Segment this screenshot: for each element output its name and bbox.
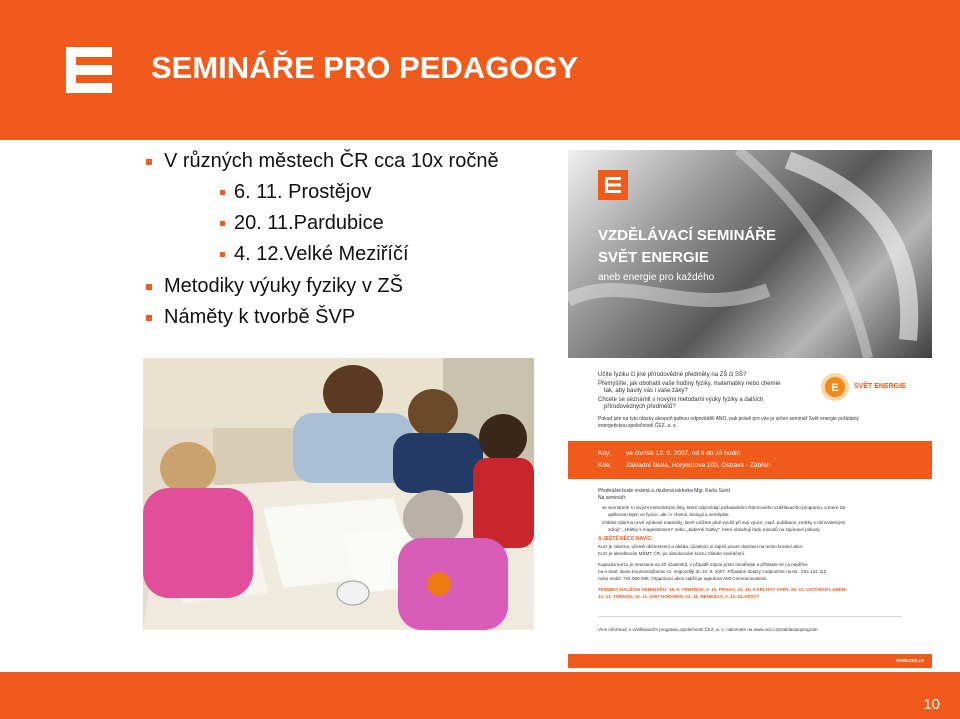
- bullet-sub-3: 4. 12.Velké Meziříčí: [234, 243, 409, 265]
- where-value: Základní škola, Horymírova 100, Ostrava - Zábřeh: [626, 462, 771, 469]
- when-label: Kdy:: [598, 450, 612, 457]
- poster-dates-heading: TERMÍNY DALŠÍCH SEMINÁŘŮ: 18. 9. TRUTNOV, 3. 10. PRAHA, 23. 10. KARLOVY VARY, 26. 10. ÚSTÍ NAD LABEM,: [598, 587, 847, 592]
- page-number: 10: [923, 696, 940, 713]
- poster-extra: nebo mobil: 724 066 055. Organizaci akce zajišťuje agentura AMI Communications.: [598, 576, 768, 581]
- footer-band: [0, 672, 960, 719]
- poster-footer-band: [568, 654, 932, 668]
- slide-title: SEMINÁŘE PRO PEDAGOGY: [151, 50, 579, 85]
- bullet-marker-icon: [146, 315, 152, 321]
- bullet-marker-icon: [220, 252, 225, 257]
- poster-dates: 12. 11. TURNOV, 16. 11. 2007 HODONÍN, 22. 11. BENEŠOV, 3. 12. KLATOVY: [598, 594, 760, 599]
- bullet-main-1: V různých městech ČR cca 10x ročně: [164, 150, 499, 172]
- bullet-marker-icon: [220, 221, 225, 226]
- svet-energie-badge: [820, 372, 906, 407]
- poster-question: tak, aby bavily vás i vaše žáky?: [604, 388, 688, 394]
- header-band: [0, 0, 960, 140]
- svg-text:E: E: [831, 382, 839, 394]
- poster-detail: Na semináři:: [598, 495, 627, 501]
- poster-invite: Pokud jste na tyto otázky alespoň jednou odpověděli ANO, pak právě pro vás je určen seminář Svět energie pořádaný: [598, 416, 859, 422]
- poster-detail: zdroji", „Hrátky s magnetismem" nebo „Jaderné hrátky", které obsahují řadu návodů na zajímavé pokusy.: [608, 527, 821, 532]
- poster-title-line-2: SVĚT ENERGIE: [598, 249, 709, 266]
- poster-extra: Kapacita kurzu je omezena na 20 účastníků, v případě zájmu proto neváhejte a přihlaste se co nejdříve: [598, 562, 808, 567]
- poster-header-image: [568, 150, 932, 358]
- badge-label: SVĚT ENERGIE: [854, 383, 906, 390]
- poster-detail: aplikovat nejen ve fyzice, ale i v chemii, biologii a zeměpise.: [608, 512, 730, 517]
- bullet-marker-icon: [146, 284, 152, 290]
- poster-title-line-1: VZDĚLÁVACÍ SEMINÁŘE: [598, 227, 777, 244]
- poster-question: přírodovědných předmětů?: [604, 404, 676, 410]
- poster-question: Chcete se seznámit s novými metodami výuky fyziky a dalších: [598, 397, 764, 403]
- poster-extra-heading: A JEŠTĚ NĚCO NAVÍC:: [598, 536, 653, 542]
- poster-detail: Přednášet bude známá a zkušená lektorka Mgr. Karla Suntí: [598, 488, 731, 494]
- poster-invite: energetickou společností ČEZ, a. s.: [598, 423, 677, 429]
- poster-detail: se seznámíte s novými metodickými listy, které odpovídají požadavkům Rámcového vzdělávacího programu, a které lze: [602, 505, 846, 510]
- poster-detail: získáte zdarma nové výukové materiály, které můžete plně využít při své výuce, např. publikace „Hrátky s obnovitelnými: [602, 520, 846, 525]
- bullet-marker-icon: [220, 190, 225, 195]
- poster-extra: Kurz je akreditován MŠMT ČR, po absolvování kurzu získáte osvědčení.: [598, 551, 746, 556]
- bullet-sub-1: 6. 11. Prostějov: [234, 181, 372, 203]
- poster-logo-icon: [598, 170, 628, 200]
- when-value: ve čtvrtek 13. 9. 2007, od 9 do 16 hodin: [626, 450, 741, 457]
- bullet-main-2: Metodiky výuky fyziky v ZŠ: [164, 275, 403, 297]
- poster-subtitle: aneb energie pro každého: [598, 272, 715, 283]
- seminar-photo: [143, 358, 534, 630]
- seminar-poster: [568, 150, 932, 668]
- poster-extra: na e-mail: danie.boumova@amic.cz, nejpozději do 10. 9. 2007. Případné dotazy zodpovíme na tel.: 234 124 112: [598, 569, 827, 574]
- energy-badge-icon: [820, 372, 850, 402]
- where-label: Kde:: [598, 462, 612, 469]
- poster-extra: Kurz je zdarma, včetně občerstvení a oběda, účastníci si zajistí pouze dopravu na místo konání akce: [598, 544, 803, 549]
- poster-question: Přemýšlíte, jak obohatit vaše hodiny fyziky, matematiky nebo chemie: [598, 381, 781, 387]
- poster-url: www.cez.cz: [896, 658, 924, 664]
- poster-body: [568, 358, 932, 668]
- poster-when-where-band: [568, 441, 932, 479]
- bullet-sub-2: 20. 11.Pardubice: [234, 212, 384, 234]
- bullet-marker-icon: [146, 159, 152, 165]
- poster-question: Učíte fyziku či jiné přírodovědné předměty na ZŠ či SŠ?: [598, 372, 747, 378]
- poster-more-info: Více informací o vzdělávacím programu společnosti ČEZ, a. s. naleznete na www.cez.cz/vzdelavaciprogram: [598, 627, 818, 632]
- cez-logo-icon: [66, 47, 112, 93]
- poster-divider: [598, 616, 902, 617]
- bullet-main-3: Náměty k tvorbě ŠVP: [164, 306, 356, 328]
